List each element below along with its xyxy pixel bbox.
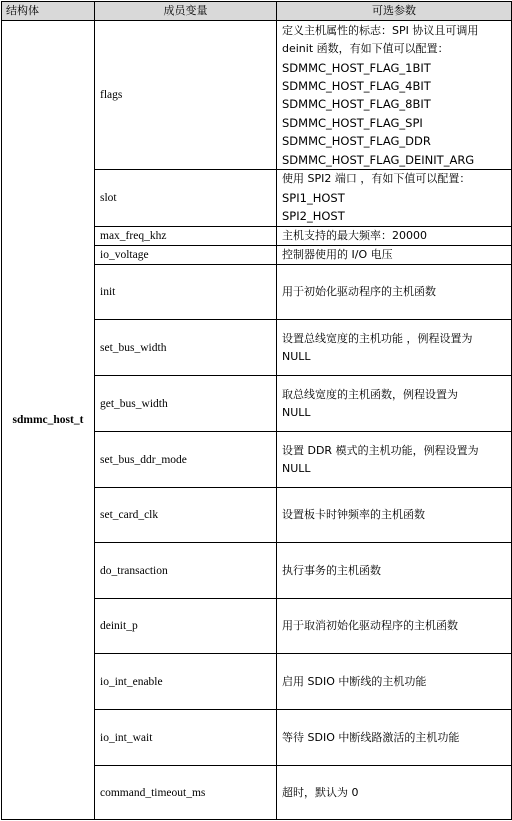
option-value: SDMMC_HOST_FLAG_SPI bbox=[282, 115, 423, 130]
description-line: 设置 DDR 模式的主机功能，例程设置为 bbox=[282, 443, 479, 457]
member-cell: set_bus_width bbox=[95, 320, 277, 376]
header-options: 可选参数 bbox=[277, 2, 512, 21]
member-cell: io_int_enable bbox=[95, 654, 277, 710]
description-line: 取总线宽度的主机函数，例程设置为 bbox=[282, 387, 458, 401]
description-line: 主机支持的最大频率：20000 bbox=[282, 228, 427, 242]
table-body bbox=[2, 21, 512, 820]
struct-name-cell: sdmmc_host_t bbox=[2, 21, 95, 820]
option-value: SDMMC_HOST_FLAG_DEINIT_ARG bbox=[282, 152, 475, 167]
description-line: NULL bbox=[282, 349, 311, 363]
table-row bbox=[2, 21, 512, 170]
description-cell bbox=[277, 543, 512, 599]
option-value: SPI2_HOST bbox=[282, 209, 345, 224]
description-line: 控制器使用的 I/O 电压 bbox=[282, 248, 393, 262]
member-cell: io_voltage bbox=[95, 246, 277, 265]
table-header-row bbox=[2, 2, 512, 21]
description-cell bbox=[277, 320, 512, 376]
member-cell: flags bbox=[95, 21, 277, 170]
struct-members-table bbox=[1, 1, 512, 820]
member-cell: get_bus_width bbox=[95, 376, 277, 432]
description-cell bbox=[277, 710, 512, 766]
member-cell: init bbox=[95, 265, 277, 320]
description-line: 用于初始化驱动程序的主机函数 bbox=[282, 285, 436, 299]
description-line: 设置板卡时钟频率的主机函数 bbox=[282, 508, 425, 522]
description-cell bbox=[277, 488, 512, 543]
option-value: SDMMC_HOST_FLAG_1BIT bbox=[282, 60, 431, 75]
description-line: deinit 函数，有如下值可以配置： bbox=[282, 42, 449, 56]
description-cell bbox=[277, 226, 512, 245]
header-struct: 结构体 bbox=[2, 2, 95, 21]
description-line: 超时，默认为 0 bbox=[282, 785, 359, 799]
description-cell bbox=[277, 432, 512, 488]
description-cell bbox=[277, 766, 512, 820]
description-cell bbox=[277, 246, 512, 265]
member-cell: do_transaction bbox=[95, 543, 277, 599]
description-line: NULL bbox=[282, 461, 311, 475]
member-cell: set_card_clk bbox=[95, 488, 277, 543]
member-cell: command_timeout_ms bbox=[95, 766, 277, 820]
header-member: 成员变量 bbox=[95, 2, 277, 21]
description-line: NULL bbox=[282, 405, 311, 419]
description-cell bbox=[277, 265, 512, 320]
description-line: 使用 SPI2 端口 ，有如下值可以配置： bbox=[282, 172, 471, 186]
description-line: 启用 SDIO 中断线的主机功能 bbox=[282, 674, 427, 688]
description-cell bbox=[277, 654, 512, 710]
option-value: SDMMC_HOST_FLAG_8BIT bbox=[282, 97, 431, 112]
member-cell: io_int_wait bbox=[95, 710, 277, 766]
description-line: 执行事务的主机函数 bbox=[282, 563, 381, 577]
description-line: 用于取消初始化驱动程序的主机函数 bbox=[282, 619, 458, 633]
member-cell: max_freq_khz bbox=[95, 226, 277, 245]
description-line: 设置总线宽度的主机功能 ，例程设置为 bbox=[282, 331, 473, 345]
member-cell: slot bbox=[95, 170, 277, 226]
option-value: SDMMC_HOST_FLAG_4BIT bbox=[282, 79, 431, 93]
description-cell bbox=[277, 170, 512, 226]
member-cell: set_bus_ddr_mode bbox=[95, 432, 277, 488]
description-cell bbox=[277, 376, 512, 432]
description-cell bbox=[277, 599, 512, 654]
option-value: SDMMC_HOST_FLAG_DDR bbox=[282, 134, 431, 149]
description-line: 等待 SDIO 中断线路激活的主机功能 bbox=[282, 730, 460, 744]
option-value: SPI1_HOST bbox=[282, 190, 345, 205]
member-cell: deinit_p bbox=[95, 599, 277, 654]
description-line: 定义主机属性的标志：SPI 协议且可调用 bbox=[282, 23, 479, 37]
description-cell bbox=[277, 21, 512, 170]
